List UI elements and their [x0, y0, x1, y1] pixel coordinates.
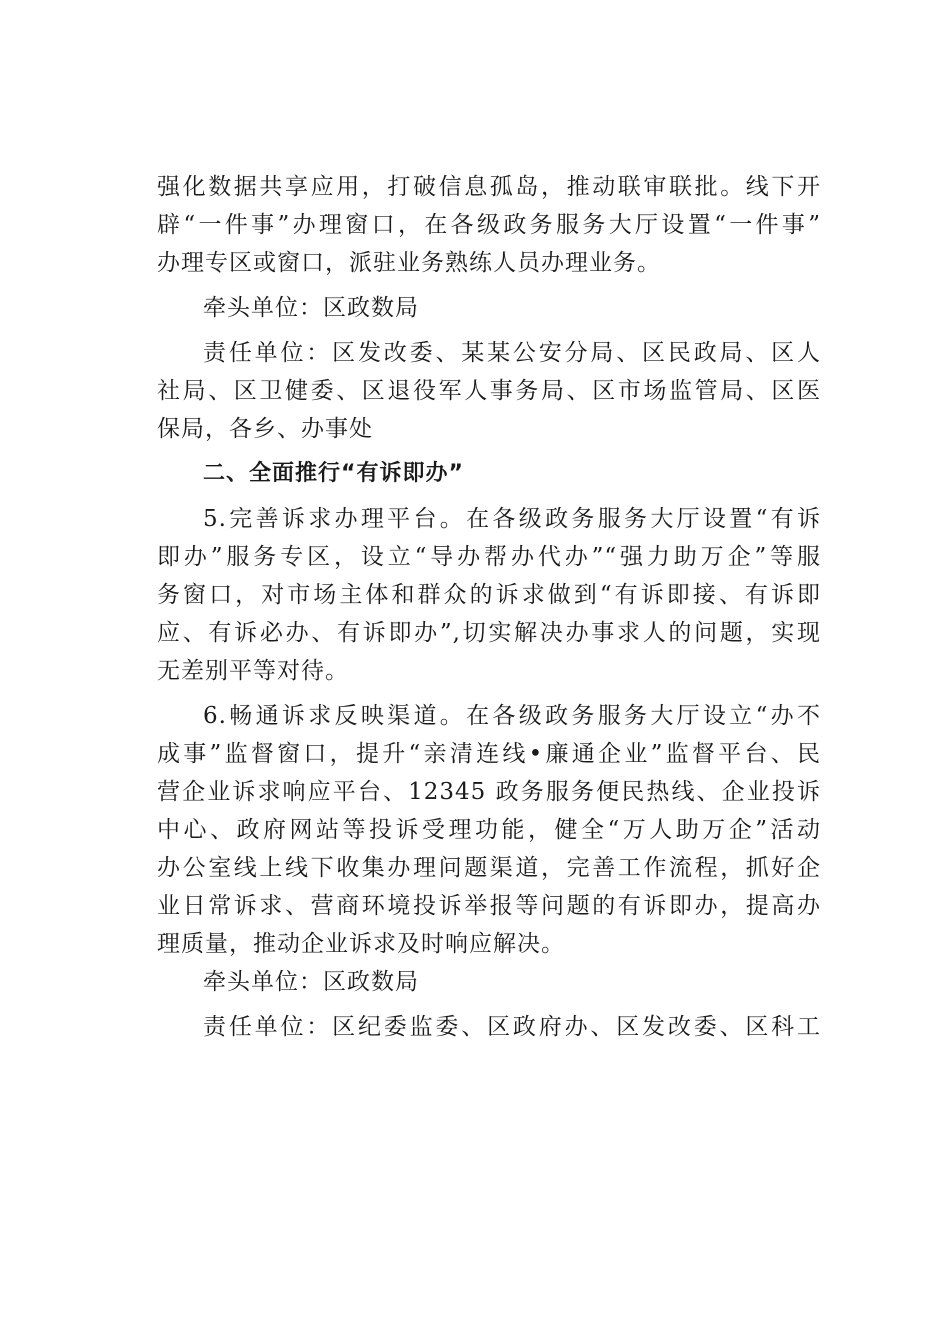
- item-5-line: 5.完善诉求办理平台。在各级政务服务大厅设置“有诉: [203, 506, 821, 532]
- paragraph-line: 成事”监督窗口，提升“亲清连线•廉通企业”监督平台、民: [157, 741, 821, 767]
- paragraph-line: 辟“一件事”办理窗口，在各级政务服务大厅设置“一件事”: [157, 212, 821, 238]
- paragraph-line: 无差别平等对待。: [157, 658, 349, 684]
- paragraph-line: 营企业诉求响应平台、12345 政务服务便民热线、企业投诉: [157, 779, 821, 805]
- section-heading: 二、全面推行“有诉即办”: [203, 461, 464, 486]
- responsible-unit-line: 责任单位：区纪委监委、区政府办、区发改委、区科工: [203, 1014, 821, 1040]
- lead-unit-line: 牵头单位：区政数局: [203, 969, 419, 995]
- paragraph-line: 办理专区或窗口，派驻业务熟练人员办理业务。: [157, 250, 661, 276]
- paragraph-line: 中心、政府网站等投诉受理功能，健全“万人助万企”活动: [157, 817, 821, 843]
- item-6-line: 6.畅通诉求反映渠道。在各级政务服务大厅设立“办不: [203, 703, 821, 729]
- paragraph-line: 应、有诉必办、有诉即办”,切实解决办事求人的问题，实现: [157, 620, 821, 646]
- responsible-unit-line: 责任单位：区发改委、某某公安分局、区民政局、区人: [203, 340, 821, 366]
- paragraph-line: 业日常诉求、营商环境投诉举报等问题的有诉即办，提高办: [157, 893, 821, 919]
- paragraph-line: 即办”服务专区，设立“导办帮办代办”“强力助万企”等服: [157, 544, 821, 570]
- paragraph-line: 务窗口，对市场主体和群众的诉求做到“有诉即接、有诉即: [157, 582, 821, 608]
- paragraph-line: 保局，各乡、办事处: [157, 416, 373, 442]
- paragraph-line: 社局、区卫健委、区退役军人事务局、区市场监管局、区医: [157, 378, 821, 404]
- lead-unit-line: 牵头单位：区政数局: [203, 295, 419, 321]
- paragraph-line: 强化数据共享应用，打破信息孤岛，推动联审联批。线下开: [157, 174, 821, 200]
- paragraph-line: 理质量，推动企业诉求及时响应解决。: [157, 931, 565, 957]
- paragraph-line: 办公室线上线下收集办理问题渠道，完善工作流程，抓好企: [157, 855, 821, 881]
- document-page: [157, 168, 821, 1046]
